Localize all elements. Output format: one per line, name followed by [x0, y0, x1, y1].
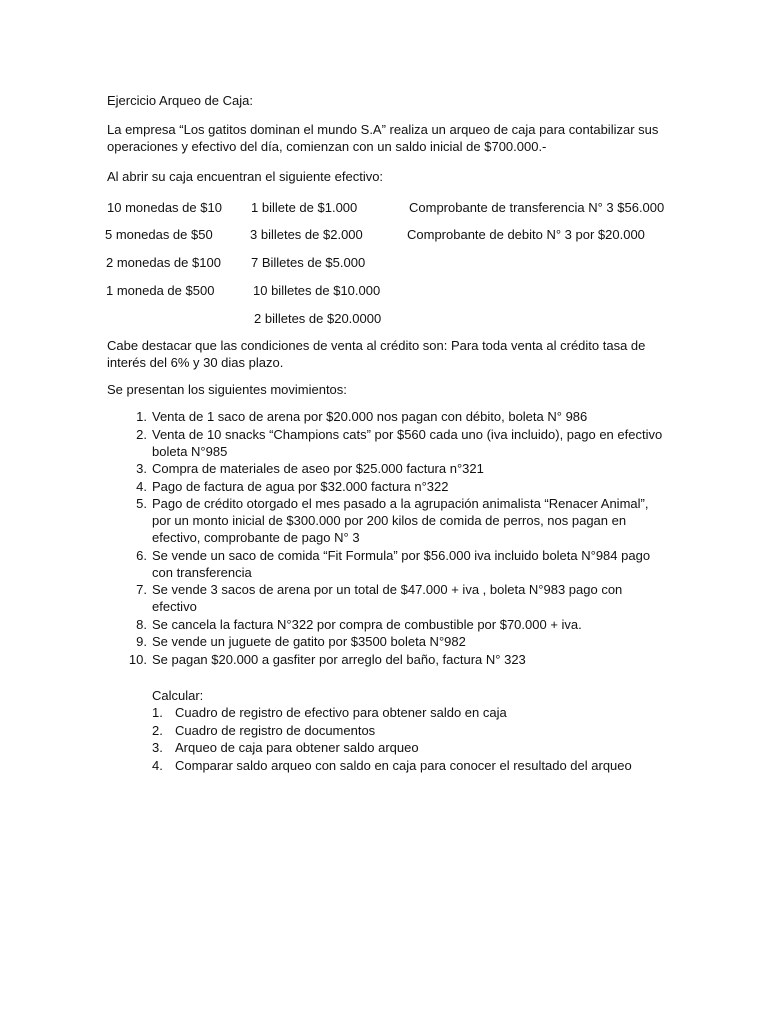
movement-text: Se pagan $20.000 a gasfiter por arreglo del baño, factura N° 323	[152, 651, 526, 667]
calc-item	[152, 757, 672, 774]
calc-item	[152, 722, 672, 739]
movement-number: 2.	[136, 426, 147, 442]
voucher-item: Comprobante de transferencia N° 3 $56.000	[409, 200, 665, 215]
intro-paragraph: La empresa “Los gatitos dominan el mundo S.A” realiza un arqueo de caja para contabilizar sus operaciones y efectivo del día, comienzan con un saldo inicial de $700.000.-	[107, 122, 659, 154]
calc-heading: Calcular:	[152, 688, 204, 703]
movement-number: 9.	[136, 634, 147, 649]
movement-number: 5.	[136, 496, 147, 511]
movement-item	[107, 651, 667, 668]
movement-text: Se vende un saco de comida “Fit Formula” por $56.000 iva incluido boleta N°984 pago con transferencia	[152, 547, 651, 580]
coin-item: 5 monedas de $50	[105, 227, 213, 242]
movement-number: 1.	[136, 409, 147, 424]
calc-item	[152, 739, 672, 756]
calc-number: 2.	[152, 722, 163, 738]
calc-text: Comparar saldo arqueo con saldo en caja para conocer el resultado del arqueo	[175, 757, 632, 773]
bill-item: 3 billetes de $2.000	[250, 227, 363, 242]
movement-text: Pago de factura de agua por $32.000 factura n°322	[152, 478, 449, 494]
movement-item	[107, 616, 667, 633]
movement-number: 10.	[128, 651, 147, 667]
movement-text: Se cancela la factura N°322 por compra de combustible por $70.000 + iva.	[152, 616, 582, 632]
movement-item	[107, 633, 667, 650]
movement-text: Compra de materiales de aseo por $25.000 factura n°321	[152, 461, 484, 476]
movement-item	[107, 478, 667, 495]
movement-item	[107, 581, 667, 615]
movement-number: 7.	[136, 582, 147, 597]
coin-item: 1 moneda de $500	[106, 283, 215, 298]
bill-item: 10 billetes de $10.000	[253, 283, 381, 298]
movements-heading: Se presentan los siguientes movimientos:	[107, 382, 347, 397]
coin-item: 10 monedas de $10	[107, 200, 222, 215]
movement-number: 4.	[136, 478, 147, 494]
movement-number: 6.	[136, 547, 147, 563]
movement-text: Venta de 1 saco de arena por $20.000 nos pagan con débito, boleta N° 986	[152, 409, 588, 424]
movement-item	[107, 460, 667, 477]
calc-text: Arqueo de caja para obtener saldo arqueo	[175, 740, 419, 755]
cash-heading: Al abrir su caja encuentran el siguiente efectivo:	[107, 169, 384, 184]
credit-note: Cabe destacar que las condiciones de venta al crédito son: Para toda venta al crédito tasa de interés del 6% y 30 dias plazo.	[107, 338, 646, 370]
bill-item: 1 billete de $1.000	[251, 200, 358, 215]
movement-text: Se vende 3 sacos de arena por un total de $47.000 + iva , boleta N°983 pago con efectivo	[152, 582, 623, 614]
bill-item: 2 billetes de $20.0000	[254, 311, 382, 326]
calc-item	[152, 704, 672, 721]
movements-list	[107, 408, 667, 668]
movement-text: Se vende un juguete de gatito por $3500 boleta N°982	[152, 634, 466, 649]
voucher-item: Comprobante de debito N° 3 por $20.000	[407, 227, 645, 242]
movement-text: Venta de 10 snacks “Champions cats” por $560 cada uno (iva incluido), pago en efectivo boleta N°985	[152, 426, 663, 459]
calc-number: 4.	[152, 757, 163, 773]
calc-text: Cuadro de registro de documentos	[175, 722, 376, 738]
bill-item: 7 Billetes de $5.000	[251, 255, 366, 270]
movement-text: Pago de crédito otorgado el mes pasado a la agrupación animalista “Renacer Animal”, por un monto inicial de $300.000 por 200 kilos de comida de perros, nos pagan en efectivo, comprobante de pago N° 3	[152, 496, 649, 545]
movement-item	[107, 547, 667, 581]
calc-text: Cuadro de registro de efectivo para obtener saldo en caja	[175, 705, 507, 720]
calc-list	[152, 704, 672, 774]
movement-item	[107, 426, 667, 460]
movement-number: 8.	[136, 616, 147, 632]
calc-number: 3.	[152, 740, 163, 755]
movement-item	[107, 495, 667, 546]
movement-item	[107, 408, 667, 425]
document-title: Ejercicio Arqueo de Caja:	[107, 93, 253, 108]
calc-number: 1.	[152, 705, 163, 720]
movement-number: 3.	[136, 461, 147, 476]
coin-item: 2 monedas de $100	[106, 255, 221, 270]
